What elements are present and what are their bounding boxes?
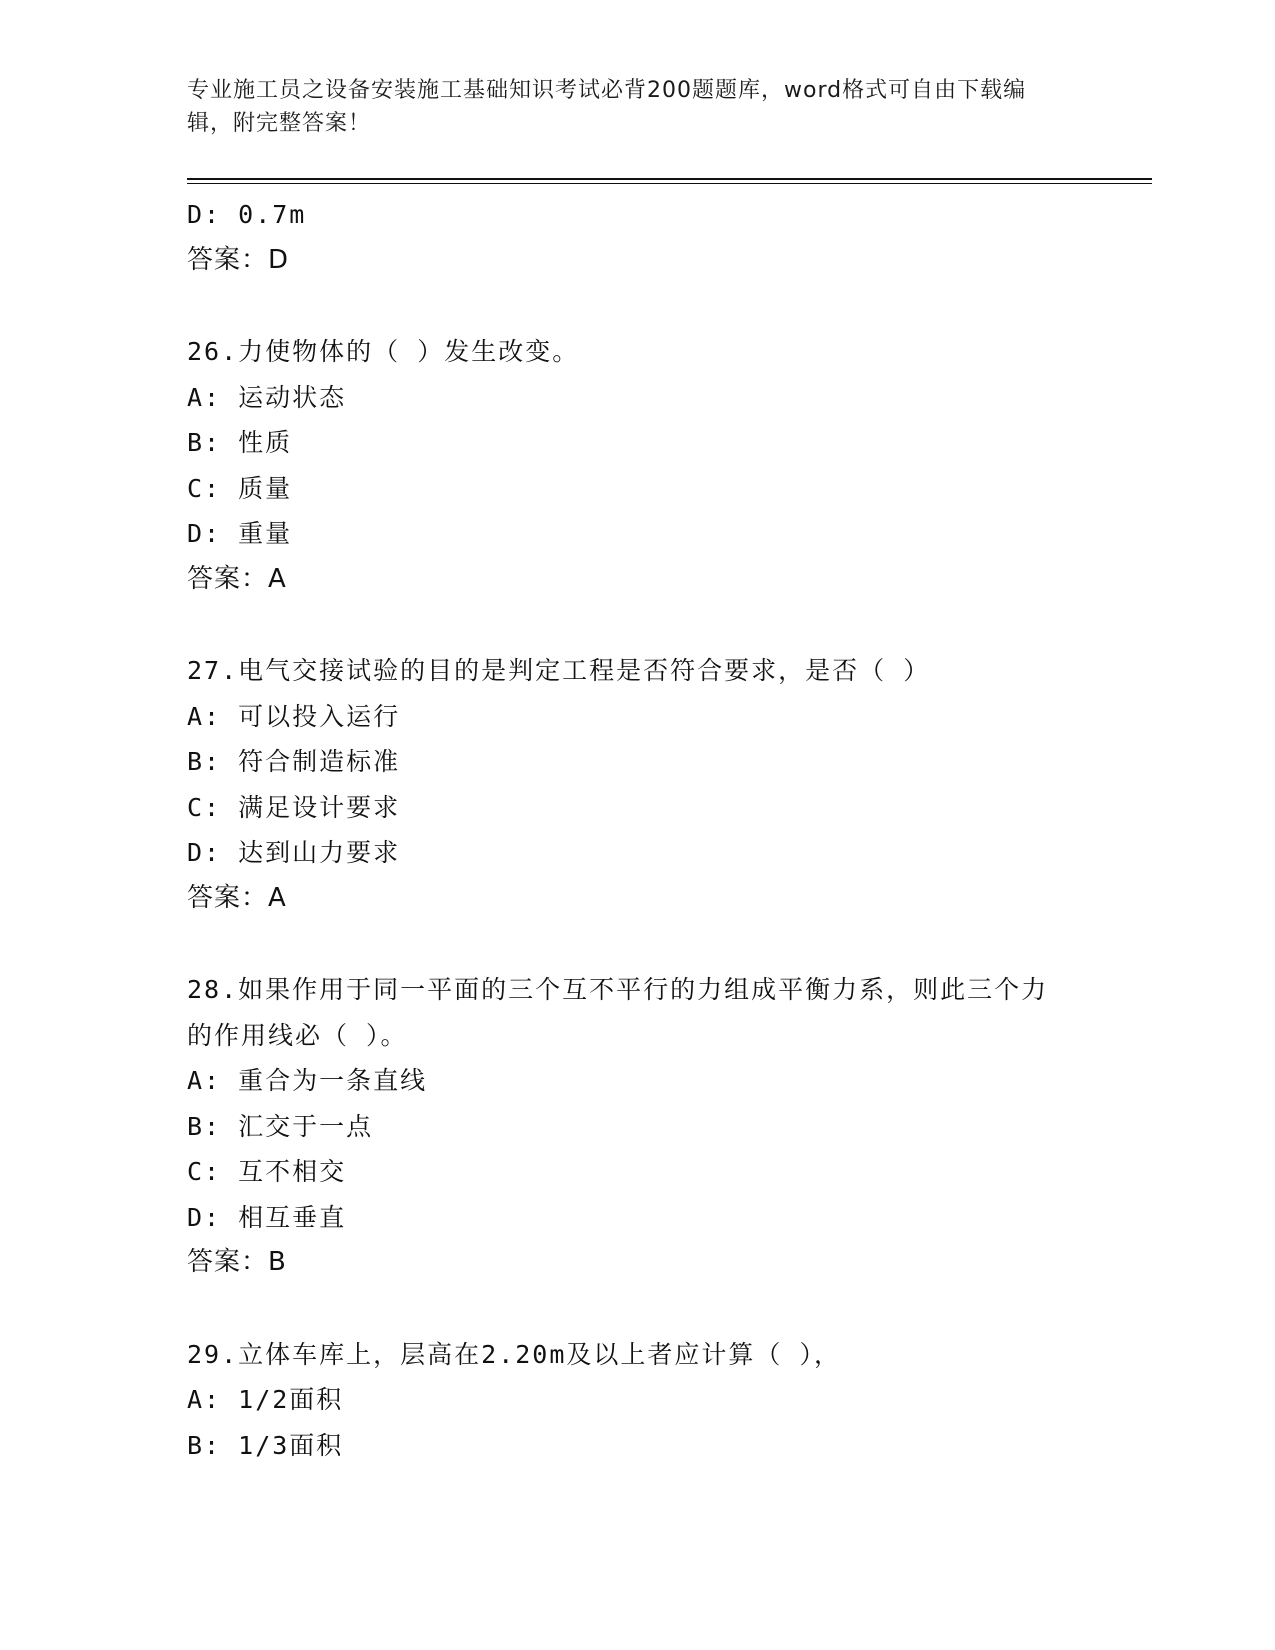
option-d: D: 重量 [187, 519, 293, 548]
header-divider-thin [187, 183, 1152, 184]
question-gap [187, 921, 1137, 967]
answer: 答案：D [187, 244, 290, 275]
option-b: B: 1/3面积 [187, 1430, 344, 1460]
option-a: A: 可以投入运行 [187, 701, 401, 731]
option-b: B: 性质 [187, 428, 293, 457]
option-b: B: 符合制造标准 [187, 747, 401, 776]
answer: 答案：A [187, 563, 287, 594]
page-header-title: 专业施工员之设备安装施工基础知识考试必背200题题库，word格式可自由下载编辑，附完整答案！ [187, 78, 1027, 136]
question-29 [187, 1332, 1137, 1469]
question-text: 27.电气交接试验的目的是判定工程是否符合要求，是否（ ） [187, 656, 931, 685]
option-b: B: 汇交于一点 [187, 1111, 374, 1141]
option-a: A: 重合为一条直线 [187, 1066, 428, 1095]
option-a: A: 运动状态 [187, 382, 347, 412]
option-d: D: 0.7m [187, 200, 307, 229]
option-c: C: 质量 [187, 473, 293, 503]
option-d: D: 达到山力要求 [187, 838, 401, 867]
question-26 [187, 329, 1137, 602]
option-a: A: 1/2面积 [187, 1385, 344, 1414]
question-27 [187, 648, 1137, 921]
answer: 答案：A [187, 882, 287, 913]
question-text: 26.力使物体的（ ）发生改变。 [187, 337, 580, 366]
question-gap [187, 283, 1137, 329]
option-c: C: 互不相交 [187, 1157, 347, 1186]
question-text: 28.如果作用于同一平面的三个互不平行的力组成平衡力系，则此三个力的作用线必（ ）。 [187, 975, 1049, 1050]
answer: 答案：B [187, 1247, 287, 1277]
question-text: 29.立体车库上，层高在2.20m及以上者应计算（ ）， [187, 1339, 841, 1369]
question-list [187, 192, 1137, 1468]
question-gap [187, 1286, 1137, 1332]
header-divider-thick [187, 178, 1152, 180]
question-gap [187, 602, 1137, 648]
option-d: D: 相互垂直 [187, 1202, 347, 1232]
option-c: C: 满足设计要求 [187, 792, 401, 822]
question-28 [187, 967, 1137, 1286]
